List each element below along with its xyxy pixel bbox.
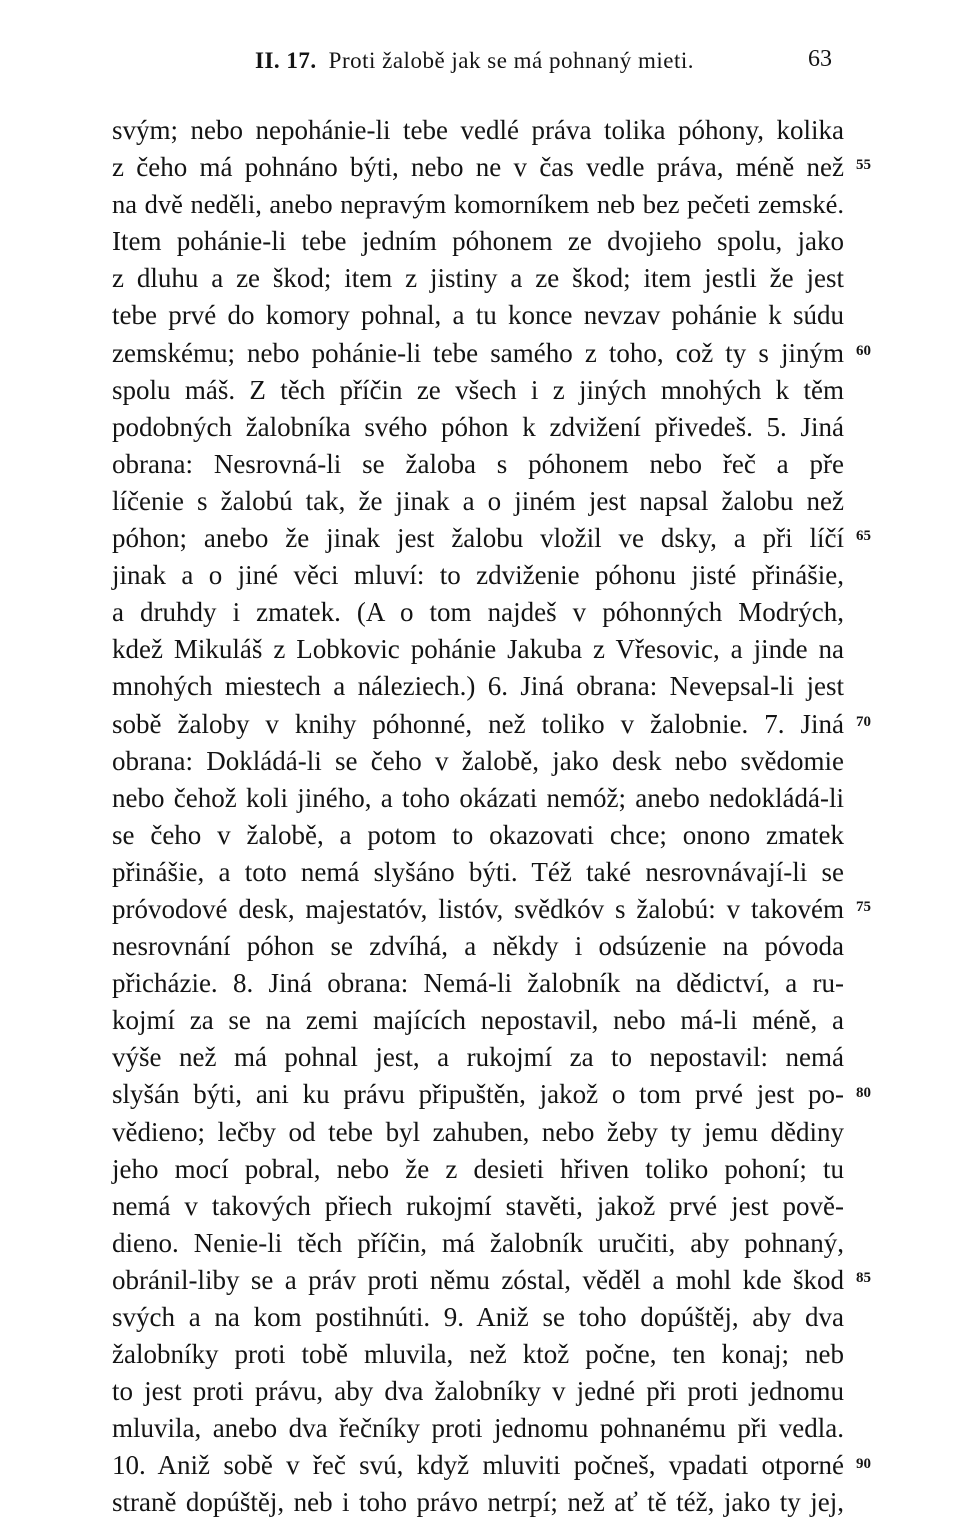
text-line: kojmí za se na zemi majících nepostavil, nebo má-li méně, a xyxy=(112,1005,844,1036)
text-line: svým; nebo nepohánie-li tebe vedlé práva tolika póhony, kolika xyxy=(112,115,844,145)
text-line: přicházie. 8. Jiná obrana: Nemá-li žalobník na dědictví, a ru- xyxy=(112,968,844,999)
text-line: zemskému; nebo pohánie-li tebe samého z toho, což ty s jiným xyxy=(112,337,844,368)
text-line: na dvě neděli, anebo nepravým komorníkem neb bez pečeti zemské. xyxy=(112,189,844,220)
text-line: žalobníky proti tobě mluvila, než ktož počne, ten konaj; neb xyxy=(112,1339,844,1370)
text-line: se čeho v žalobě, a potom to okazovati chce; onono zmatek xyxy=(112,819,844,850)
text-line: jeho mocí pobral, nebo že z desieti hřiven toliko pohoní; tu xyxy=(112,1153,844,1184)
text-line: tebe prvé do komory pohnal, a tu konce nevzav pohánie k súdu xyxy=(112,300,844,331)
text-line: svých a na kom postihnúti. 9. Aniž se toho dopúštěj, aby dva xyxy=(112,1302,844,1332)
text-line: líčenie s žalobú tak, že jinak a o jiném jest napsal žalobu než xyxy=(112,485,844,516)
page-number: 63 xyxy=(808,46,832,72)
text-line: kdež Mikuláš z Lobkovic pohánie Jakuba z Vřesovic, a jinde na xyxy=(112,634,844,665)
text-line: obránil-liby se a práv proti němu zóstal, věděl a mohl kde škod xyxy=(112,1264,844,1295)
text-line: přinášie, a toto nemá slyšáno býti. Též také nesrovnávají-li se xyxy=(112,856,844,887)
text-line: straně dopúštěj, neb i toho právo netrpí; než ať tě též, jako ty jej, xyxy=(112,1487,844,1518)
text-line: obrana: Dokládá-li se čeho v žalobě, jako desk nebo svědomie xyxy=(112,745,844,776)
margin-line-number: 55 xyxy=(856,157,871,174)
text-line: Item pohánie-li tebe jedním póhonem ze dvojieho spolu, jako xyxy=(112,226,844,257)
margin-line-number: 85 xyxy=(856,1270,871,1287)
text-line: jinak a o jiné věci mluví: to zdviženie póhonu jisté přinášie, xyxy=(112,560,844,591)
text-line: nebo čehož koli jiného, a toho okázati nemóž; anebo nedokládá-li xyxy=(112,782,844,813)
margin-line-number: 90 xyxy=(856,1455,871,1472)
text-line: podobných žalobníka svého póhon k zdvižení přivedeš. 5. Jiná xyxy=(112,411,844,442)
section-number: II. 17. xyxy=(255,48,317,73)
text-line: dieno. Nenie-li těch příčin, má žalobník uručiti, aby pohnaný, xyxy=(112,1227,844,1258)
text-line: sobě žaloby v knihy póhonné, než toliko v žalobnie. 7. Jiná xyxy=(112,708,844,739)
text-line: mluvila, anebo dva řečníky proti jednomu pohnanému při vedla. xyxy=(112,1413,844,1444)
text-line: z čeho má pohnáno býti, nebo ne v čas vedle práva, méně než xyxy=(112,152,844,183)
text-line: slyšán býti, ani ku právu připuštěn, jakož o tom prvé jest po- xyxy=(112,1079,844,1110)
text-line: z dluhu a ze škod; item z jistiny a ze škod; item jestli že jest xyxy=(112,263,844,294)
text-line: výše než má pohnal jest, a rukojmí za to nepostavil: nemá xyxy=(112,1042,844,1073)
running-title: Proti žalobě jak se má pohnaný mieti. xyxy=(328,48,694,73)
body-text xyxy=(112,112,844,1522)
text-line: 10. Aniž sobě v řeč svú, když mluviti počneš, vpadati otporné xyxy=(112,1450,844,1481)
text-line: nemá v takových přiech rukojmí stavěti, jakož prvé jest pově- xyxy=(112,1190,844,1221)
text-line: mnohých miestech a náleziech.) 6. Jiná obrana: Nevepsal-li jest xyxy=(112,671,844,702)
margin-line-number: 75 xyxy=(856,899,871,916)
margin-line-number: 60 xyxy=(856,342,871,359)
running-head xyxy=(255,48,694,74)
margin-line-number: 65 xyxy=(856,528,871,545)
text-line: obrana: Nesrovná-li se žaloba s póhonem nebo řeč a pře xyxy=(112,448,844,479)
margin-line-number: 70 xyxy=(856,713,871,730)
text-line: próvodové desk, majestatóv, listóv, svědkóv s žalobú: v takovém xyxy=(112,893,844,924)
text-line: póhon; anebo že jinak jest žalobu vložil ve dsky, a při líčí xyxy=(112,523,844,554)
text-line: vědieno; lečby od tebe byl zahuben, nebo žeby ty jemu dědiny xyxy=(112,1116,844,1147)
margin-line-number: 80 xyxy=(856,1084,871,1101)
text-line: to jest proti právu, aby dva žalobníky v jedné při proti jednomu xyxy=(112,1376,844,1407)
text-line: nesrovnání póhon se zdvíhá, a někdy i odsúzenie na póvoda xyxy=(112,931,844,962)
text-line: a druhdy i zmatek. (A o tom najdeš v póhonných Modrých, xyxy=(112,597,844,628)
text-line: spolu máš. Z těch příčin ze všech i z jiných mnohých k těm xyxy=(112,374,844,405)
